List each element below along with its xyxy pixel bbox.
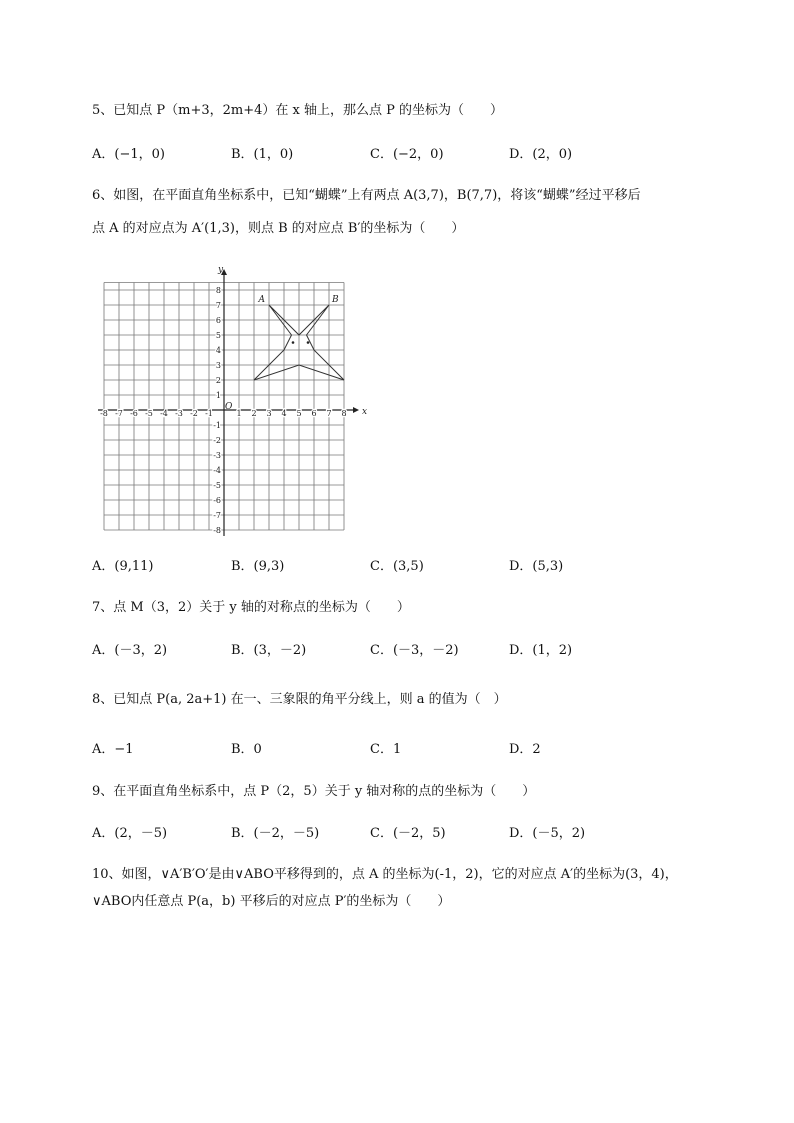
question-6-options — [92, 555, 652, 574]
question-5-stem: 5、已知点 P（m+3，2m+4）在 x 轴上，那么点 P 的坐标为（ ） — [92, 103, 504, 118]
question-10-stem-line2: ∨ABO内任意点 P(a，b) 平移后的对应点 P′的坐标为（ ） — [92, 894, 451, 909]
y-tick-label: 8 — [215, 286, 221, 295]
x-tick-label: -1 — [205, 409, 213, 418]
option-b: B．(1，0) — [231, 147, 294, 162]
x-tick-label: 4 — [281, 409, 287, 418]
option-d: D．(5,3) — [509, 559, 564, 574]
x-tick-label: -3 — [175, 409, 183, 418]
question-6-stem-line2: 点 A 的对应点为 A′(1,3)，则点 B 的对应点 B′的坐标为（ ） — [92, 221, 465, 236]
x-tick-label: -7 — [115, 409, 123, 418]
option-b: B．(9,3) — [231, 559, 285, 574]
x-tick-label: 6 — [311, 409, 317, 418]
y-tick-label: -6 — [213, 496, 221, 505]
x-tick-label: -6 — [130, 409, 138, 418]
y-tick-label: -7 — [213, 511, 221, 520]
y-tick-label: 7 — [215, 301, 221, 310]
question-7-options — [92, 639, 652, 658]
point-a-label: A — [258, 295, 265, 305]
question-8-stem: 8、已知点 P(a, 2a+1) 在一、三象限的角平分线上，则 a 的值为（ ） — [92, 692, 507, 707]
y-tick-label: -2 — [213, 436, 221, 445]
question-8-options — [92, 738, 652, 757]
y-tick-label: -1 — [213, 421, 221, 430]
option-a: A．(−1，0) — [92, 147, 165, 162]
option-d: D．(1，2) — [509, 643, 573, 658]
question-5-options — [92, 143, 652, 162]
y-tick-label: 2 — [215, 376, 221, 385]
option-a: A．(9,11) — [92, 559, 154, 574]
question-9-options — [92, 822, 652, 841]
option-b: B．0 — [231, 742, 262, 757]
y-tick-label: 5 — [215, 331, 221, 340]
butterfly-dot — [307, 341, 310, 344]
option-a: A．−1 — [92, 742, 134, 757]
option-c: C．(－3，－2) — [370, 643, 459, 658]
y-axis-label: y — [218, 265, 224, 275]
x-tick-label: -4 — [160, 409, 168, 418]
option-d: D．2 — [509, 742, 541, 757]
question-6-stem-line1: 6、如图，在平面直角坐标系中，已知“蝴蝶”上有两点 A(3,7)，B(7,7)，将该“蝴蝶”经过平移后 — [92, 188, 641, 203]
y-tick-label: 1 — [215, 391, 221, 400]
y-tick-label: 3 — [215, 361, 221, 370]
question-9-stem: 9、在平面直角坐标系中，点 P（2，5）关于 y 轴对称的点的坐标为（ ） — [92, 784, 536, 799]
option-a: A．(－3，2) — [92, 643, 168, 658]
origin-label: O — [225, 402, 233, 412]
question-10-stem-line1: 10、如图，∨A′B′O′是由∨ABO平移得到的，点 A 的坐标为(-1，2)，它的对应点 A′的坐标为(3，4)， — [92, 867, 678, 882]
x-axis-arrow — [353, 407, 359, 413]
point-b-label: B — [332, 295, 339, 305]
x-tick-label: 3 — [266, 409, 272, 418]
x-tick-label: 2 — [251, 409, 257, 418]
x-axis-label: x — [362, 407, 368, 417]
x-tick-label: 7 — [326, 409, 332, 418]
option-c: C．(3,5) — [370, 559, 424, 574]
option-b: B．(3，－2) — [231, 643, 307, 658]
x-tick-label: 5 — [296, 409, 302, 418]
option-d: D．(2，0) — [509, 147, 573, 162]
y-tick-label: 6 — [215, 316, 221, 325]
option-c: C．(－2，5) — [370, 826, 446, 841]
y-tick-label: -3 — [213, 451, 221, 460]
option-a: A．(2，－5) — [92, 826, 168, 841]
x-tick-label: -5 — [145, 409, 153, 418]
butterfly-dot — [292, 341, 295, 344]
y-tick-label: -8 — [213, 526, 221, 535]
x-tick-label: 8 — [341, 409, 347, 418]
option-d: D．(－5，2) — [509, 826, 586, 841]
option-c: C．1 — [370, 742, 402, 757]
x-tick-label: -2 — [190, 409, 198, 418]
x-tick-label: 1 — [236, 409, 242, 418]
option-c: C．(−2，0) — [370, 147, 444, 162]
y-tick-label: -5 — [213, 481, 221, 490]
option-b: B．(－2，－5) — [231, 826, 320, 841]
y-tick-label: -4 — [213, 466, 221, 475]
x-tick-label: -8 — [100, 409, 108, 418]
question-7-stem: 7、点 M（3，2）关于 y 轴的对称点的坐标为（ ） — [92, 600, 410, 615]
y-tick-label: 4 — [215, 346, 221, 355]
coordinate-grid-figure — [94, 262, 384, 546]
butterfly-graph — [94, 262, 384, 542]
